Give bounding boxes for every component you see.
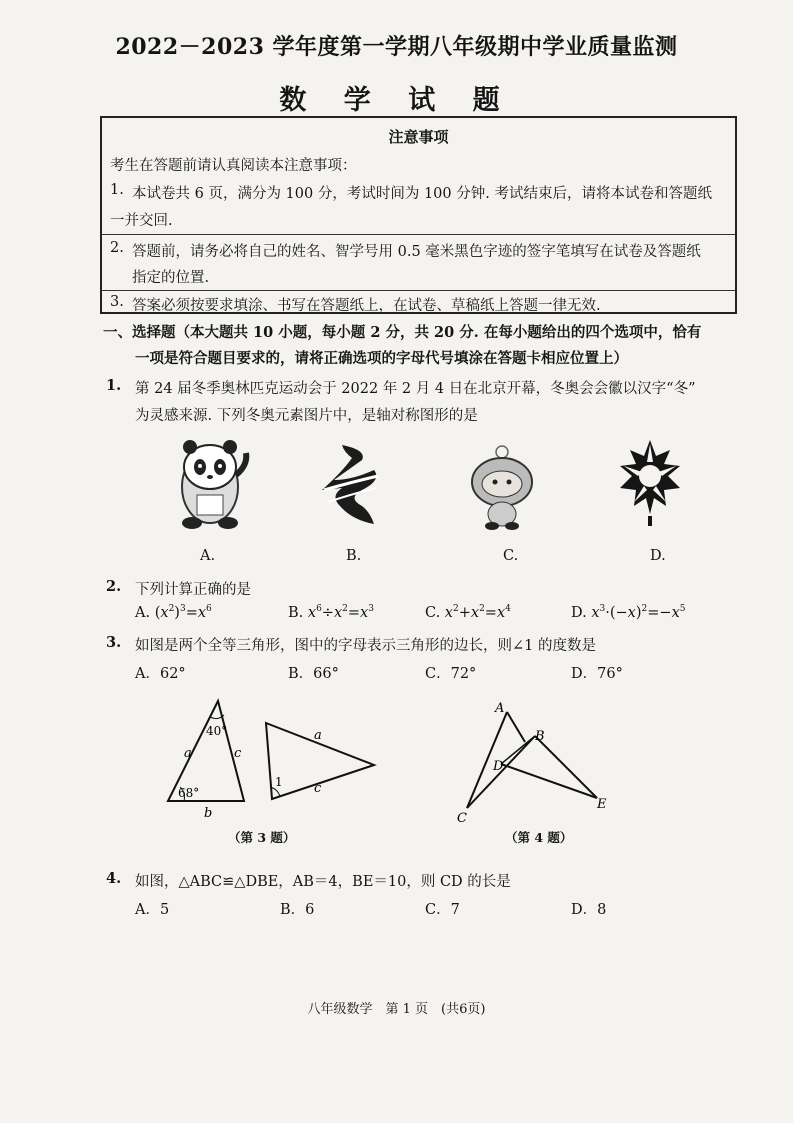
notice-divider <box>102 234 735 235</box>
option-label: A．5 <box>135 902 170 918</box>
notice-item-num: 1. <box>110 182 124 198</box>
mascot-panda-image <box>170 435 255 530</box>
angle-bottom-label: 68° <box>178 786 200 800</box>
option-label: C. <box>503 548 519 564</box>
question-text: 第 24 届冬季奥林匹克运动会于 2022 年 2 月 4 日在北京开幕，冬奥会会徽以汉字“冬” <box>135 381 696 397</box>
question-text: 下列计算正确的是 <box>135 582 251 598</box>
winter-emblem-waves-image <box>312 440 392 530</box>
option-letter: A. <box>135 604 151 621</box>
option-c: C. $x^2+x^2=x^4$ <box>425 604 511 621</box>
vertex-label: D <box>493 759 504 774</box>
angle-one-label: 1 <box>275 775 283 789</box>
notice-item-line: 指定的位置. <box>132 270 210 286</box>
vertex-label: C <box>457 811 467 826</box>
notice-heading: 注意事项 <box>388 128 449 146</box>
vertex-label: B <box>535 729 545 744</box>
question-text: 如图是两个全等三角形，图中的字母表示三角形的边长，则∠1 的度数是 <box>135 638 596 654</box>
option-label: A. <box>200 548 216 564</box>
notice-intro: 考生在答题前请认真阅读本注意事项： <box>110 158 357 174</box>
notice-box <box>100 116 737 314</box>
mascot-lantern-image <box>462 440 542 532</box>
exam-subject: 数 学 试 题 <box>279 85 514 116</box>
notice-item-num: 3. <box>110 294 124 310</box>
snowflake-emblem-image <box>604 436 696 528</box>
question-text: 为灵感来源. 下列冬奥元素图片中，是轴对称图形的是 <box>135 408 478 424</box>
page-footer: 八年级数学 第 1 页 (共6页) <box>307 1002 486 1017</box>
option-d: D. $x^3\cdot(-x)^2=-x^5$ <box>571 604 686 621</box>
question-number: 1. <box>106 377 122 394</box>
option-label: B. <box>346 548 362 564</box>
side-label: b <box>204 806 213 821</box>
side-label: a <box>184 746 192 761</box>
option-letter: C. <box>425 604 441 621</box>
notice-item-line: 答题前，请务必将自己的姓名、智学号用 0.5 毫米黑色字迹的签字笔填写在试卷及答题纸 <box>132 244 701 260</box>
question-number: 2. <box>106 578 122 595</box>
figure-4-triangles <box>455 698 625 826</box>
figure-3-triangles <box>160 695 390 825</box>
exam-title: 2022－2023 学年度第一学期八年级期中学业质量监测 <box>115 34 678 60</box>
section-heading: 一项是符合题目要求的，请将正确选项的字母代号填涂在答题卡相应位置上） <box>135 350 628 367</box>
vertex-label: E <box>597 797 607 812</box>
option-label: D．76° <box>571 666 623 682</box>
option-letter: B. <box>288 604 304 621</box>
notice-item-line: 本试卷共 6 页，满分为 100 分，考试时间为 100 分钟. 考试结束后，请将本试卷和答题纸 <box>132 186 712 202</box>
option-label: B．6 <box>280 902 315 918</box>
option-letter: D. <box>571 604 587 621</box>
question-text: 如图，△ABC≌△DBE，AB＝4，BE＝10，则 CD 的长是 <box>135 874 511 890</box>
option-a: A. $(x^2)^3=x^6$ <box>135 604 212 621</box>
side-label: a <box>314 728 322 743</box>
figure-caption: （第 3 题） <box>228 830 296 845</box>
section-heading: 一、选择题（本大题共 10 小题，每小题 2 分，共 20 分. 在每小题给出的四个选项中，恰有 <box>103 324 702 341</box>
option-label: C．72° <box>425 666 477 682</box>
notice-divider <box>102 290 735 291</box>
option-label: B．66° <box>288 666 339 682</box>
vertex-label: A <box>495 701 505 716</box>
angle-top-label: 40° <box>206 724 228 738</box>
question-number: 3. <box>106 634 122 651</box>
figure-caption: （第 4 题） <box>505 830 573 845</box>
notice-item-line: 一并交回. <box>110 213 173 229</box>
side-label: c <box>314 781 322 796</box>
option-label: C．7 <box>425 902 460 918</box>
notice-item-line: 答案必须按要求填涂、书写在答题纸上，在试卷、草稿纸上答题一律无效. <box>132 298 601 314</box>
notice-item-num: 2. <box>110 240 124 256</box>
question-number: 4. <box>106 870 122 887</box>
option-label: A．62° <box>135 666 186 682</box>
option-label: D．8 <box>571 902 607 918</box>
option-label: D. <box>650 548 666 564</box>
option-b: B. $x^6\div x^2=x^3$ <box>288 604 374 621</box>
side-label: c <box>234 746 242 761</box>
